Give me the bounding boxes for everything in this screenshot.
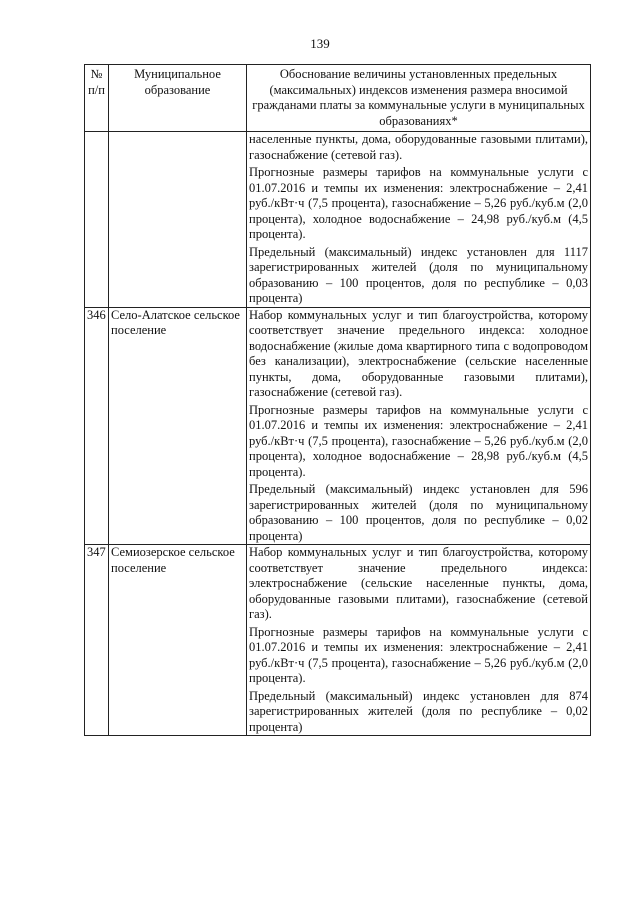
paragraph-index-scope: Предельный (максимальный) индекс установлен для 874 зарегистрированных жителей (доля по республике – 0,02 процента) [249, 688, 588, 734]
row-municipality [109, 132, 247, 308]
paragraph-tariff-forecast: Прогнозные размеры тарифов на коммунальные услуги с 01.07.2016 и темпы их изменения: электроснабжение – 2,41 руб./кВт·ч (7,5 процента), газоснабжение – 5,26 руб./куб.м (2,0 процента), холодное водоснабжение – 28,98 руб./куб.м (4,5 процента). [249, 402, 588, 479]
row-justification [247, 132, 591, 308]
page-number: 139 [310, 36, 330, 51]
paragraph-utility-set: населенные пункты, дома, оборудованные газовыми плитами), газоснабжение (сетевой газ). [249, 132, 588, 162]
row-justification [247, 545, 591, 736]
tariff-table [84, 64, 591, 736]
row-justification [247, 307, 591, 545]
header-number: № п/п [85, 65, 109, 132]
paragraph-utility-set: Набор коммунальных услуг и тип благоустройства, которому соответствует значение предельного индекса: электроснабжение (сельские населенные пункты, дома, оборудованные газовыми плитами), газоснабжение (сетевой газ). [249, 545, 588, 621]
row-municipality: Семиозерское сельское поселение [109, 545, 247, 736]
table-row [85, 132, 591, 308]
row-municipality: Село-Алатское сельское поселение [109, 307, 247, 545]
paragraph-index-scope: Предельный (максимальный) индекс установлен для 596 зарегистрированных жителей (доля по муниципальному образованию – 100 процентов, доля по республике – 0,02 процента) [249, 482, 588, 543]
paragraph-tariff-forecast: Прогнозные размеры тарифов на коммунальные услуги с 01.07.2016 и темпы их изменения: электроснабжение – 2,41 руб./кВт·ч (7,5 процента), газоснабжение – 5,26 руб./куб.м (2,0 процента). [249, 624, 588, 685]
table-row [85, 545, 591, 736]
paragraph-index-scope: Предельный (максимальный) индекс установлен для 1117 зарегистрированных жителей (доля по муниципальному образованию – 100 процентов, доля по республике – 0,03 процента) [249, 244, 588, 305]
header-justification: Обоснование величины установленных предельных (максимальных) индексов изменения размера вносимой гражданами платы за коммунальные услуги в муниципальных образованиях* [247, 65, 591, 132]
row-number: 346 [85, 307, 109, 545]
paragraph-tariff-forecast: Прогнозные размеры тарифов на коммунальные услуги с 01.07.2016 и темпы их изменения: электроснабжение – 2,41 руб./кВт·ч (7,5 процента), газоснабжение – 5,26 руб./куб.м (2,0 процента), холодное водоснабжение – 24,98 руб./куб.м (4,5 процента). [249, 165, 588, 241]
table-header-row [85, 65, 591, 132]
header-municipality: Муниципальное образование [109, 65, 247, 132]
row-number [85, 132, 109, 308]
row-number: 347 [85, 545, 109, 736]
table-row [85, 307, 591, 545]
paragraph-utility-set: Набор коммунальных услуг и тип благоустройства, которому соответствует значение предельного индекса: холодное водоснабжение (жилые дома квартирного типа с водопроводом без канализации), электроснабжение (сельские населенные пункты, дома, оборудованные газовыми плитами), газоснабжение (сетевой газ). [249, 307, 588, 399]
